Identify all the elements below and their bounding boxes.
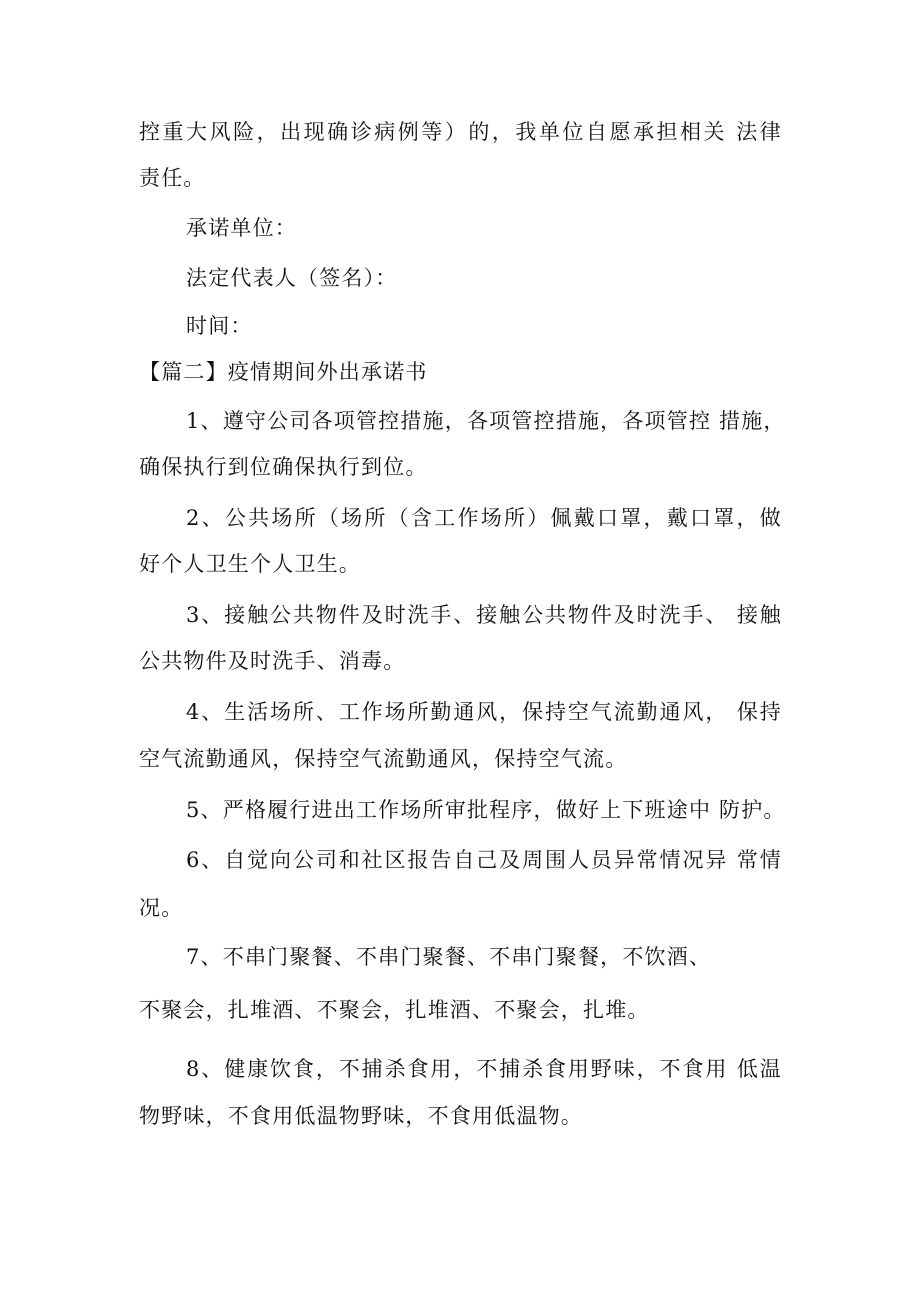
- list-item-8-line2: 物野味，不食用低温物野味，不食用低温物。: [139, 1104, 583, 1128]
- paragraph-line: 责任。: [139, 166, 206, 190]
- list-item-6-line2: 况。: [139, 896, 184, 920]
- paragraph-line: 控重大风险，出现确诊病例等）的，我单位自愿承担相关 法律: [139, 120, 782, 144]
- list-item-7-line2: 不聚会，扎堆酒、不聚会，扎堆酒、不聚会，扎堆。: [139, 998, 650, 1022]
- list-item-3-line2: 公共物件及时洗手、消毒。: [139, 649, 406, 673]
- list-item-1-line1: 1、遵守公司各项管控措施，各项管控措施，各项管控 措施，: [186, 409, 786, 433]
- signature-time-label: 时间：: [186, 314, 253, 338]
- signature-unit-label: 承诺单位：: [186, 216, 297, 240]
- signature-representative-label: 法定代表人（签名）：: [186, 266, 398, 290]
- section-title: 【篇二】疫情期间外出承诺书: [139, 360, 428, 384]
- list-item-2-line2: 好个人卫生个人卫生。: [139, 552, 361, 576]
- list-item-3-line1: 3、接触公共物件及时洗手、接触公共物件及时洗手、 接触: [186, 603, 782, 627]
- list-item-1-line2: 确保执行到位确保执行到位。: [139, 455, 428, 479]
- list-item-4-line1: 4、生活场所、工作场所勤通风，保持空气流勤通风， 保持: [186, 700, 782, 724]
- list-item-6-line1: 6、自觉向公司和社区报告自己及周围人员异常情况异 常情: [186, 848, 782, 872]
- list-item-5-line1: 5、严格履行进出工作场所审批程序，做好上下班途中 防护。: [186, 798, 786, 822]
- list-item-7-line1: 7、不串门聚餐、不串门聚餐、不串门聚餐，不饮酒、: [186, 945, 712, 969]
- list-item-8-line1: 8、健康饮食，不捕杀食用，不捕杀食用野味，不食用 低温: [186, 1057, 782, 1081]
- list-item-2-line1: 2、公共场所（场所（含工作场所）佩戴口罩，戴口罩，做: [186, 506, 782, 530]
- list-item-4-line2: 空气流勤通风，保持空气流勤通风，保持空气流。: [139, 747, 628, 771]
